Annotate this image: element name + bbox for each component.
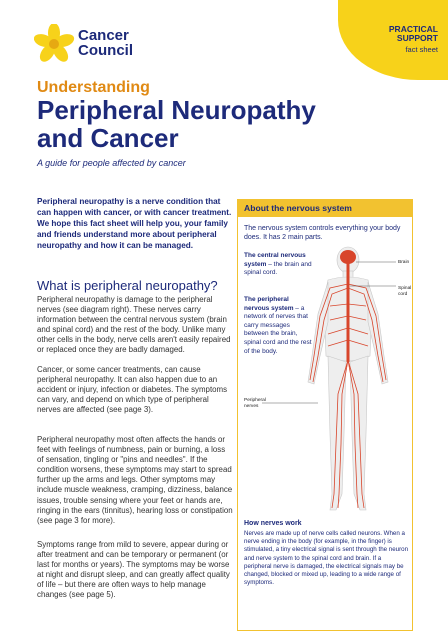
kicker-understanding: Understanding	[37, 79, 150, 96]
panel-title: About the nervous system	[244, 203, 352, 213]
peripheral-nervous-system-label: The peripheral nervous system – a network of nerves that carry messages between the brain, spinal cord and the rest of the body.	[244, 296, 312, 355]
peripheral-nerves-callout-line	[262, 400, 318, 406]
brain-label: Brain	[398, 260, 410, 265]
section-heading: What is peripheral neuropathy?	[37, 278, 218, 293]
spinal-cord-label: Spinal cord	[398, 286, 412, 297]
brand-name: Cancer Council	[78, 27, 133, 59]
corner-subtitle: fact sheet	[405, 45, 438, 54]
body-paragraph-2: Cancer, or some cancer treatments, can cause peripheral neuropathy. It can also happen due to an accident or injury, infection or diabetes. The symptoms can vary, and depend on which type of peripheral nerves are affected (see page 3).	[37, 365, 228, 415]
panel-intro: The nervous system controls everything your body does. It has 2 main parts.	[244, 225, 401, 241]
nervous-system-diagram	[300, 244, 396, 520]
how-nerves-work-heading: How nerves work	[244, 520, 302, 527]
intro-paragraph: Peripheral neuropathy is a nerve condition that can happen with cancer, or with cancer treatment. We hope this fact sheet will help you, your family and friends understand more about peripheral neuropathy and how it can be managed.	[37, 197, 232, 251]
corner-title: PRACTICAL SUPPORT	[388, 24, 438, 43]
page-title: Peripheral Neuropathy and Cancer	[37, 95, 316, 153]
how-nerves-work-text: Nerves are made up of nerve cells called neurons. When a nerve ending in the body (for example, in the finger) is stimulated, a tiny electrical signal is sent through the neuron and nerve system to the spinal cord and brain. If a peripheral nerve is damaged, the electrical signals may be changed, blocked or mixed up, leading to a wide range of symptoms.	[244, 530, 409, 587]
central-nervous-system-label: The central nervous system – the brain and spinal cord.	[244, 252, 312, 277]
peripheral-nerves-label: Peripheral nerves	[244, 398, 266, 409]
tagline: A guide for people affected by cancer	[37, 158, 186, 168]
body-paragraph-1: Peripheral neuropathy is damage to the peripheral nerves (see diagram right). These nerves carry information between the central nervous system (brain and spinal cord) and the rest of the body. Unlike many other cells in the body, nerve cells aren't easily repaired or replaced once they are badly damaged.	[37, 295, 231, 355]
body-paragraph-4: Symptoms range from mild to severe, appear during or after treatment and can be temporary or permanent (or last for months or years). The symptoms may be worse at night and disrupt sleep, and can greatly affect quality of life – but there are often ways to help manage changes (see page 5).	[37, 540, 230, 600]
body-paragraph-3: Peripheral neuropathy most often affects the hands or feet with feelings of numbness, pain or burning, a loss of sensation, tingling or "pins and needles". If the condition worsens, these symptoms may start to spread further up the arms and legs. Other symptoms may include muscle weakness, cramping, dizziness, balance issues, trouble sensing where your feet or hands are, ringing in the ears (tinnitus), hearing loss or constipation (see page 3 for more).	[37, 435, 233, 525]
